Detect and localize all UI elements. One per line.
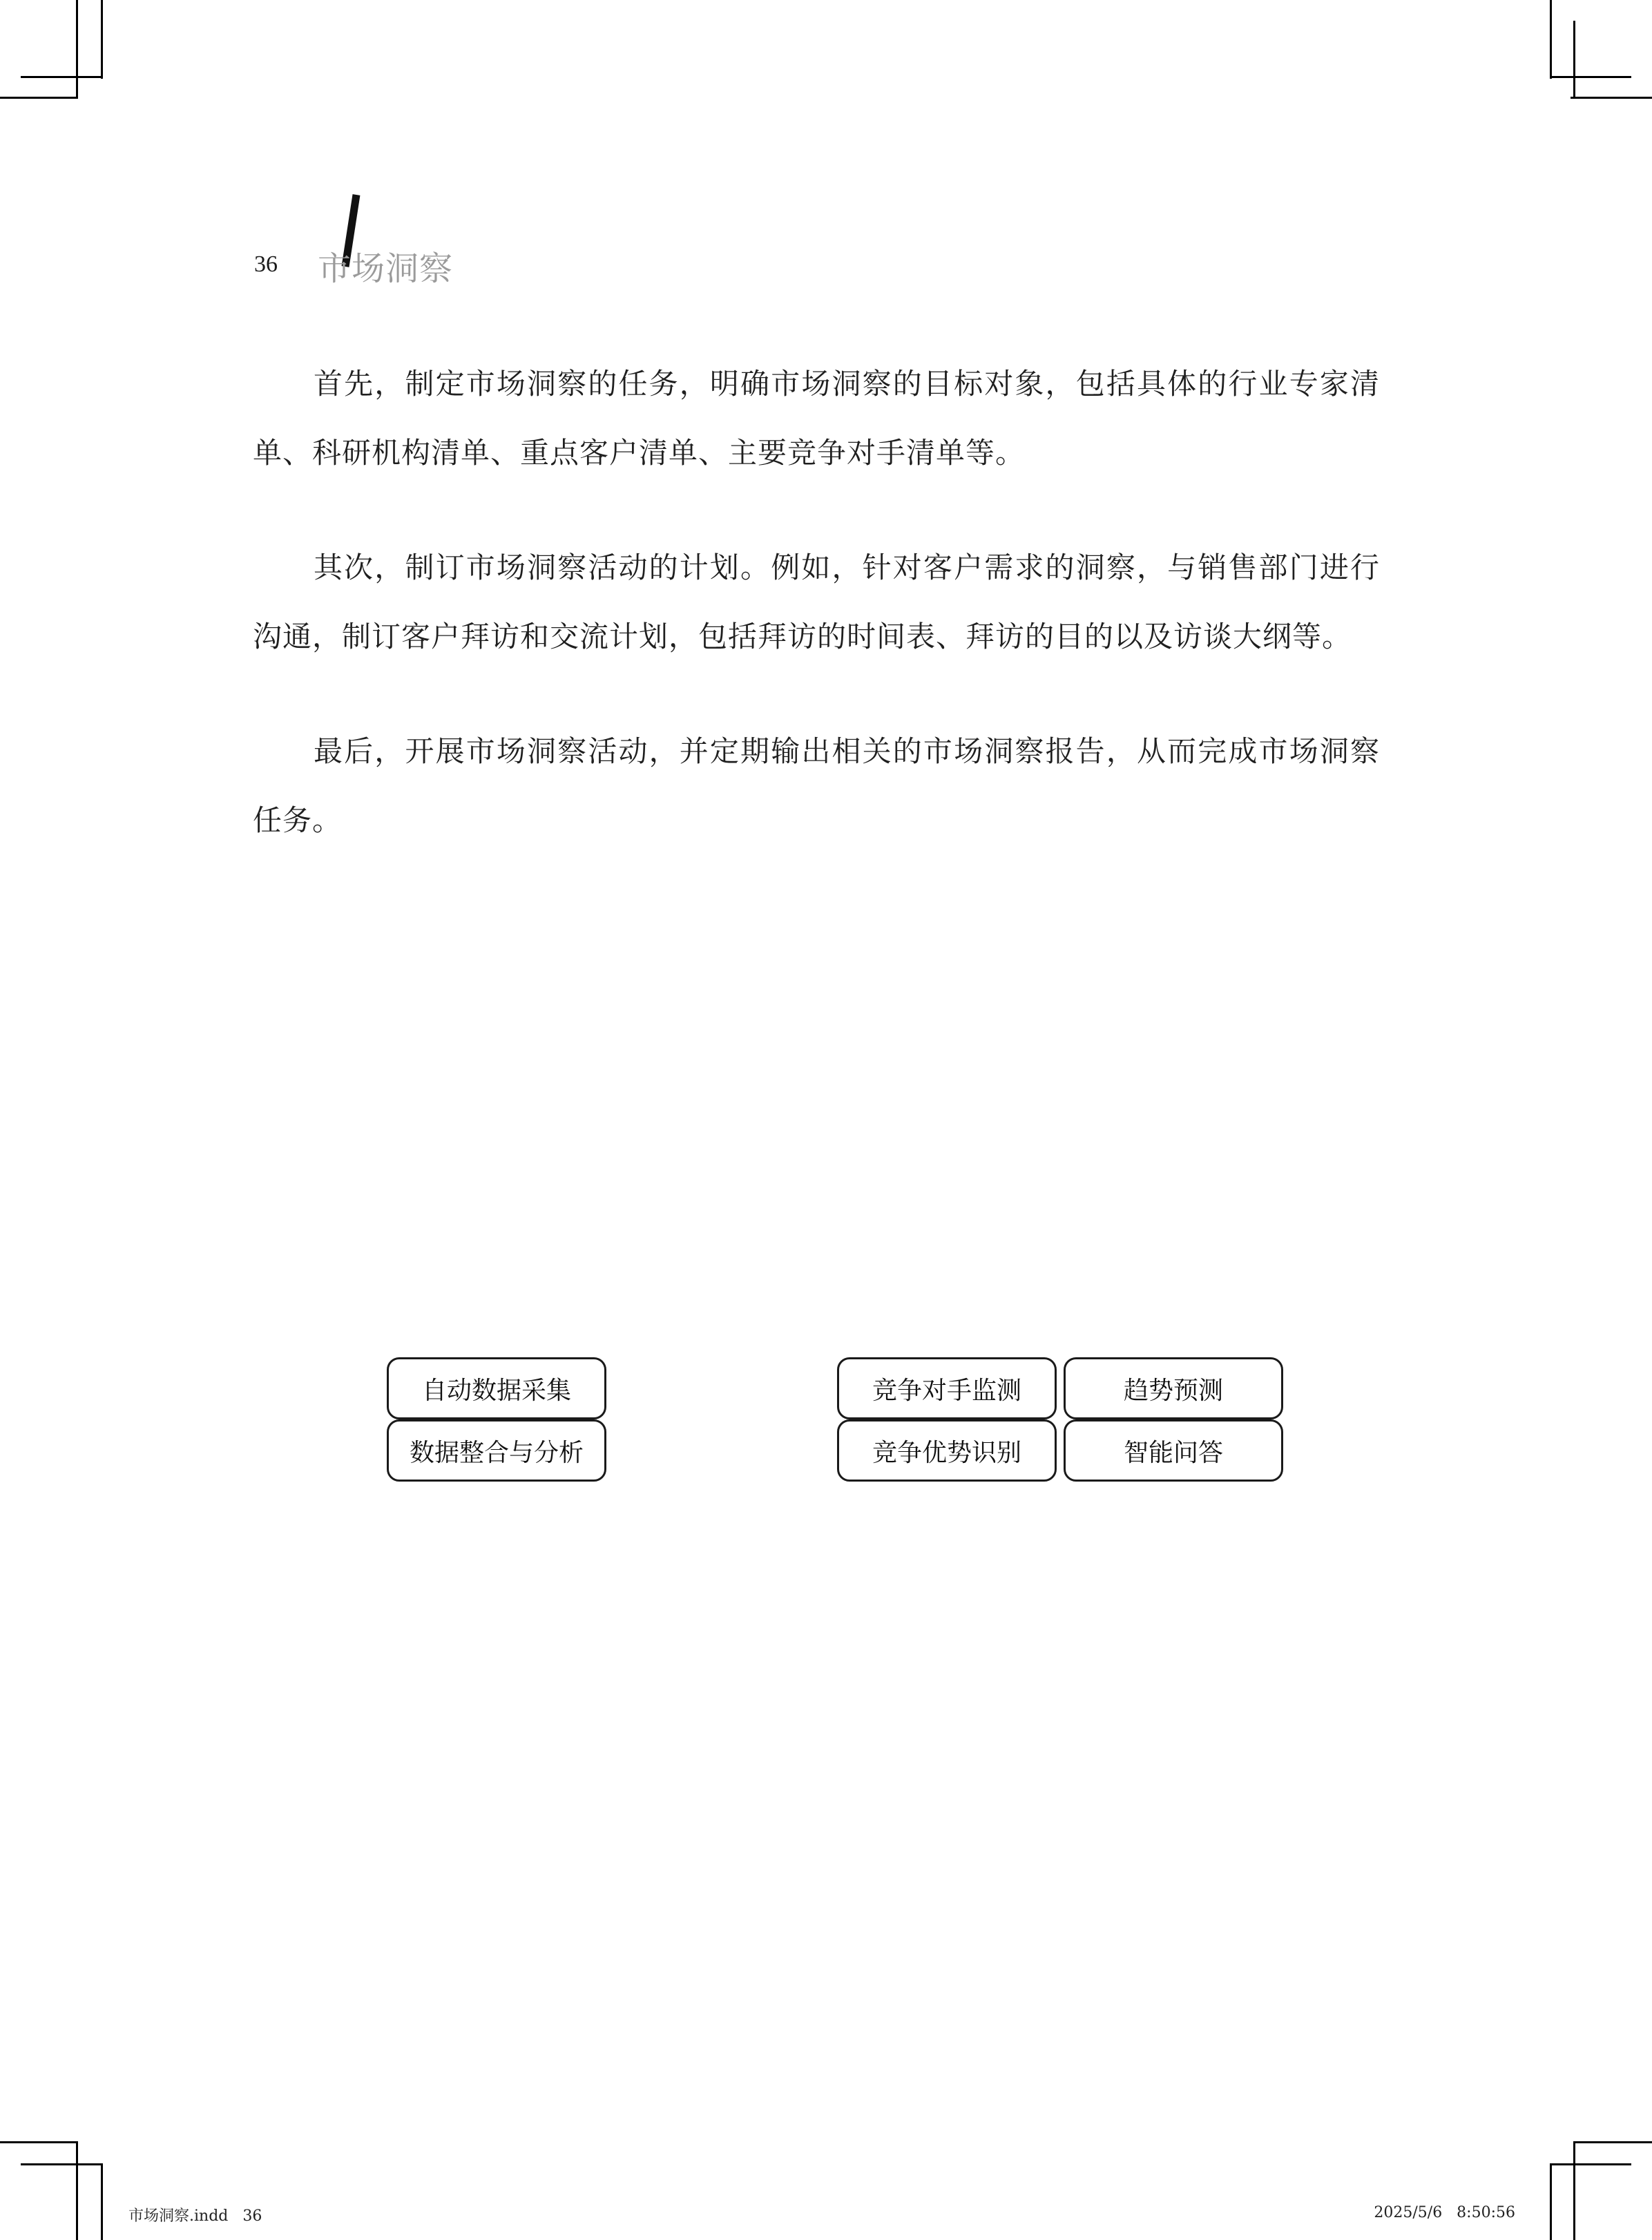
body-text — [253, 350, 1380, 901]
crop-mark-bottom-left-v2 — [101, 2163, 103, 2240]
feature-box-auto-data-collection: 自动数据采集 — [387, 1357, 606, 1419]
crop-mark-top-left-v2 — [76, 0, 78, 99]
feature-box-intelligent-qa: 智能问答 — [1064, 1419, 1283, 1482]
feature-box-competitor-monitoring: 竞争对手监测 — [837, 1357, 1057, 1419]
crop-mark-top-right-v1 — [1550, 0, 1552, 79]
crop-mark-bottom-right-h2 — [1550, 2163, 1631, 2165]
paragraph-2: 其次，制订市场洞察活动的计划。例如，针对客户需求的洞察，与销售部门进行沟通，制订客户拜访和交流计划，包括拜访的时间表、拜访的目的以及访谈大纲等。 — [253, 551, 1380, 653]
print-timestamp: 2025/5/6 8:50:56 — [1374, 2204, 1515, 2221]
crop-mark-bottom-right-h — [1573, 2141, 1652, 2143]
feature-box-competitive-advantage-identification: 竞争优势识别 — [837, 1419, 1057, 1482]
crop-mark-top-right-v2 — [1573, 21, 1575, 99]
section-title: 市场洞察 — [318, 249, 454, 288]
feature-box-trend-prediction: 趋势预测 — [1064, 1357, 1283, 1419]
crop-mark-bottom-left-h — [0, 2141, 77, 2143]
crop-mark-top-left-v — [101, 0, 103, 79]
paragraph-3: 最后，开展市场洞察活动，并定期输出相关的市场洞察报告，从而完成市场洞察任务。 — [253, 734, 1380, 837]
crop-mark-top-left-h — [0, 97, 77, 99]
paragraph-1: 首先，制定市场洞察的任务，明确市场洞察的目标对象，包括具体的行业专家清单、科研机构清单、重点客户清单、主要竞争对手清单等。 — [253, 367, 1380, 470]
page-number: 36 — [254, 251, 278, 277]
crop-mark-bottom-left-h2 — [21, 2163, 101, 2165]
crop-mark-top-left-h2 — [21, 76, 101, 78]
file-slug: 市场洞察.indd 36 — [128, 2208, 262, 2225]
crop-mark-bottom-right-v — [1573, 2141, 1575, 2240]
running-header — [249, 185, 732, 288]
feature-box-data-integration-analysis: 数据整合与分析 — [387, 1419, 606, 1482]
crop-mark-top-right-h2 — [1550, 76, 1631, 78]
crop-mark-bottom-left-v — [76, 2141, 78, 2240]
crop-mark-top-right-h — [1571, 97, 1652, 99]
crop-mark-bottom-right-v2 — [1550, 2163, 1552, 2240]
